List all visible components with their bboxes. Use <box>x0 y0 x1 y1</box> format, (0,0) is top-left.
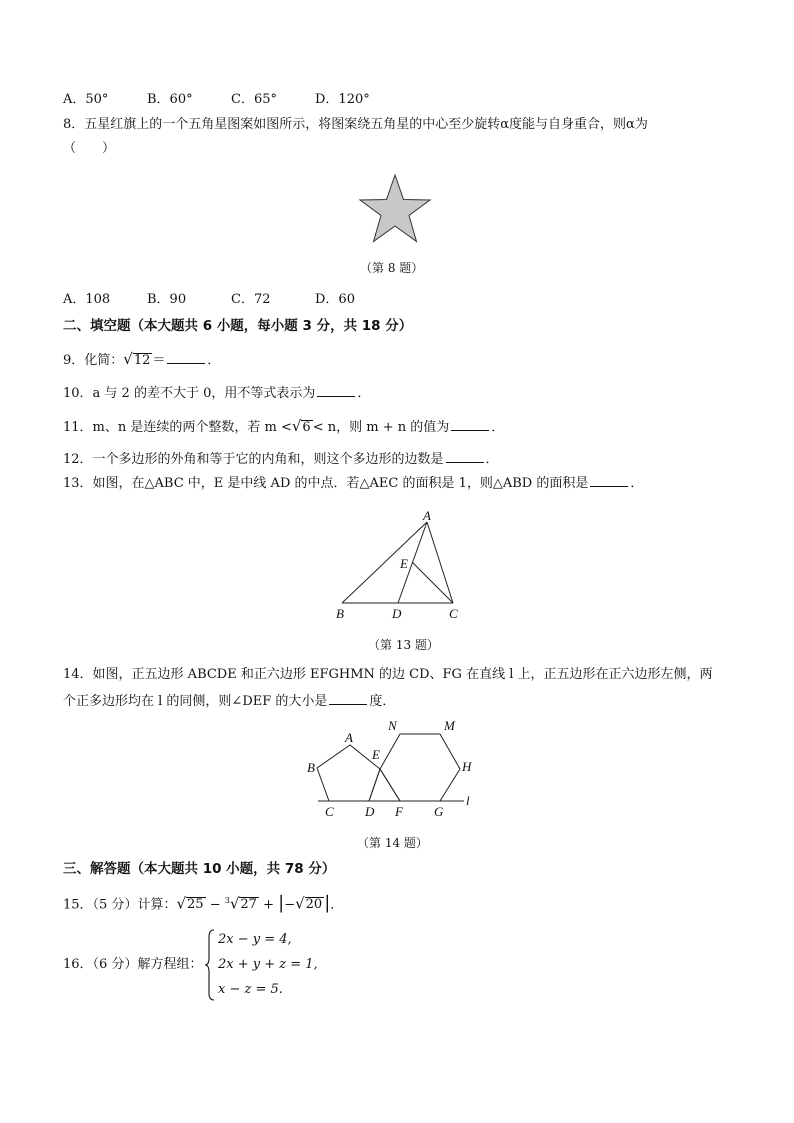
q9-equals: ＝ <box>152 353 166 368</box>
q8-option-d: D．60 <box>315 292 355 307</box>
label-c: C <box>449 606 458 621</box>
regular-hexagon <box>380 734 460 801</box>
label-b: B <box>307 760 315 775</box>
cube-root-sign: √ <box>229 894 240 913</box>
q7-option-c: C．65° <box>231 92 277 107</box>
q14-line1: 14．如图，正五边形 ABCDE 和正六边形 EFGHMN 的边 CD、FG 在直线 l 上，正五边形在正六边形左侧，两 <box>63 667 713 682</box>
q16-equation-2: 2x + y + z = 1, <box>218 957 318 972</box>
q11-middle: < n，则 m + n 的值为 <box>312 420 450 435</box>
q16-equation-3: x − z = 5. <box>218 982 283 997</box>
label-n: N <box>388 718 397 733</box>
q7-option-d: D．120° <box>315 92 370 107</box>
q11-prefix: 11．m、n 是连续的两个整数，若 m < <box>63 420 292 435</box>
regular-pentagon <box>317 745 380 801</box>
label-f: F <box>395 804 403 819</box>
q14-line2 <box>63 692 395 710</box>
triangle-figure <box>330 505 470 625</box>
q10 <box>63 384 370 402</box>
section2-heading: 二、填空题（本大题共 6 小题，每小题 3 分，共 18 分） <box>63 318 413 334</box>
sqrt-sign: √ <box>123 350 133 368</box>
star-figure <box>357 172 433 246</box>
q8-caption: （第 8 题） <box>360 261 424 275</box>
q11 <box>63 418 504 436</box>
label-d: D <box>365 804 375 819</box>
q9: 9．化简：√12 ＝ ． <box>63 350 221 368</box>
label-e: E <box>372 747 380 762</box>
q9-radicand: 12 <box>133 353 151 368</box>
q8-question: 8．五星红旗上的一个五角星图案如图所示，将图案绕五角星的中心至少旋转α度能与自身重合，则α为 <box>63 117 648 132</box>
system-brace <box>205 929 215 1001</box>
q15-radicand-27: 27 <box>240 897 257 913</box>
q11-radicand: 6 <box>302 420 311 435</box>
q13-end: ． <box>630 476 644 491</box>
q13-answer-blank[interactable] <box>590 474 628 487</box>
label-e: E <box>400 556 408 571</box>
segment-ef <box>380 769 400 801</box>
q14-answer-blank[interactable] <box>329 692 367 705</box>
label-m: M <box>444 718 455 733</box>
sqrt-sign: √ <box>176 894 187 913</box>
sqrt-sign: √ <box>295 894 305 913</box>
q8-option-b: B．90 <box>147 292 187 307</box>
q12-answer-blank[interactable] <box>446 450 484 463</box>
label-a: A <box>423 508 431 523</box>
q10-answer-blank[interactable] <box>317 384 355 397</box>
q8-options <box>63 292 355 308</box>
q8-option-c: C．72 <box>231 292 271 307</box>
q13-text: 13．如图，在△ABC 中，E 是中线 AD 的中点．若△AEC 的面积是 1，则△ABD 的面积是 <box>63 476 589 491</box>
q10-text: 10．a 与 2 的差不大于 0，用不等式表示为 <box>63 386 316 401</box>
q7-option-a: A．50° <box>63 92 109 107</box>
q15-prefix: 15．（5 分）计算： <box>63 897 177 913</box>
q14-caption: （第 14 题） <box>357 836 428 850</box>
q7-option-b: B．60° <box>147 92 193 107</box>
five-pointed-star <box>360 175 430 242</box>
q15-end: ． <box>330 897 344 913</box>
q9-answer-blank[interactable] <box>167 351 205 364</box>
q12-end: ． <box>485 452 499 467</box>
label-h: H <box>462 759 472 774</box>
q15: 15．（5 分）计算：√25 − $^3$√27 + |−√20 |． <box>63 892 344 914</box>
q14-end: 度． <box>369 694 396 709</box>
label-a: A <box>345 730 353 745</box>
q11-end: ． <box>491 420 505 435</box>
abs-bar-right: | <box>324 892 331 914</box>
side-ab <box>342 522 427 603</box>
q11-answer-blank[interactable] <box>451 418 489 431</box>
label-d: D <box>392 606 402 621</box>
label-l: l <box>466 793 470 808</box>
label-g: G <box>434 804 444 819</box>
side-ac <box>427 522 453 603</box>
q16-prefix: 16．（6 分）解方程组： <box>63 957 203 972</box>
q12 <box>63 450 499 468</box>
q16-equation-1: 2x − y = 4, <box>218 932 292 947</box>
sqrt-sign: √ <box>291 417 302 435</box>
q8-paren: （ ） <box>63 141 116 156</box>
q14-line2-text: 个正多边形均在 l 的同侧，则∠DEF 的大小是 <box>63 694 328 709</box>
abs-bar-left: | <box>278 892 285 914</box>
q13-caption: （第 13 题） <box>368 638 439 652</box>
cube-root-index: 3 <box>224 896 230 905</box>
q12-text: 12．一个多边形的外角和等于它的内角和，则这个多边形的边数是 <box>63 452 444 467</box>
segment-de <box>369 769 380 801</box>
label-b: B <box>336 606 344 621</box>
q7-options <box>63 92 370 108</box>
q13 <box>63 474 643 492</box>
label-c: C <box>325 804 334 819</box>
q8-option-a: A．108 <box>63 292 111 307</box>
polygons-figure <box>300 712 480 824</box>
q15-radicand-25: 25 <box>187 897 204 913</box>
q10-end: ． <box>357 386 371 401</box>
section3-heading: 三、解答题（本大题共 10 小题，共 78 分） <box>63 861 336 877</box>
q15-radicand-20: 20 <box>305 897 323 913</box>
q9-prefix: 9．化简： <box>63 353 124 368</box>
